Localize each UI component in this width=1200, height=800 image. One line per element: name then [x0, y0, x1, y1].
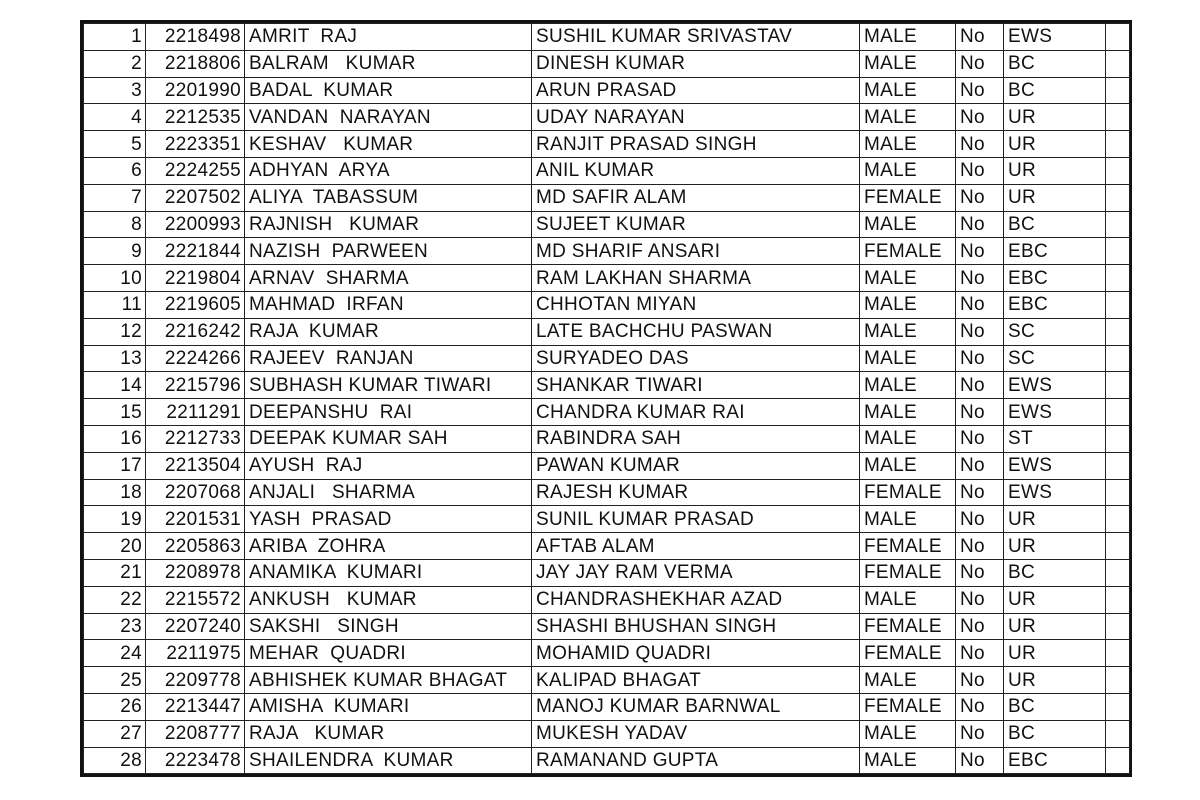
empty-cell: [1106, 265, 1130, 292]
father-name-cell: CHANDRA KUMAR RAI: [532, 399, 860, 426]
empty-cell: [1106, 131, 1130, 158]
category-cell: UR: [1004, 640, 1106, 667]
serial-number-cell: 3: [84, 77, 146, 104]
gender-cell: MALE: [860, 157, 956, 184]
empty-cell: [1106, 399, 1130, 426]
roll-number-cell: 2208978: [146, 559, 245, 586]
table-row: [84, 104, 1130, 131]
candidate-name-cell: ALIYA TABASSUM: [245, 184, 532, 211]
gender-cell: MALE: [860, 291, 956, 318]
empty-cell: [1106, 184, 1130, 211]
candidate-name-cell: RAJA KUMAR: [245, 720, 532, 747]
empty-cell: [1106, 479, 1130, 506]
category-cell: EWS: [1004, 399, 1106, 426]
roll-number-cell: 2219804: [146, 265, 245, 292]
table-row: [84, 372, 1130, 399]
father-name-cell: RABINDRA SAH: [532, 425, 860, 452]
category-cell: SC: [1004, 318, 1106, 345]
gender-cell: MALE: [860, 452, 956, 479]
roll-number-cell: 2215572: [146, 586, 245, 613]
table-row: [84, 24, 1130, 51]
table-row: [84, 157, 1130, 184]
pwd-cell: No: [956, 211, 1004, 238]
table-row: [84, 318, 1130, 345]
father-name-cell: MUKESH YADAV: [532, 720, 860, 747]
gender-cell: FEMALE: [860, 238, 956, 265]
empty-cell: [1106, 157, 1130, 184]
serial-number-cell: 15: [84, 399, 146, 426]
gender-cell: FEMALE: [860, 533, 956, 560]
pwd-cell: No: [956, 24, 1004, 51]
empty-cell: [1106, 693, 1130, 720]
serial-number-cell: 14: [84, 372, 146, 399]
roll-number-cell: 2205863: [146, 533, 245, 560]
category-cell: SC: [1004, 345, 1106, 372]
category-cell: UR: [1004, 613, 1106, 640]
roll-number-cell: 2216242: [146, 318, 245, 345]
gender-cell: MALE: [860, 77, 956, 104]
father-name-cell: AFTAB ALAM: [532, 533, 860, 560]
father-name-cell: SURYADEO DAS: [532, 345, 860, 372]
table-row: [84, 184, 1130, 211]
roll-number-cell: 2221844: [146, 238, 245, 265]
pwd-cell: No: [956, 131, 1004, 158]
roll-number-cell: 2223478: [146, 747, 245, 774]
roll-number-cell: 2201531: [146, 506, 245, 533]
pwd-cell: No: [956, 613, 1004, 640]
father-name-cell: SUSHIL KUMAR SRIVASTAV: [532, 24, 860, 51]
gender-cell: FEMALE: [860, 559, 956, 586]
candidate-name-cell: MEHAR QUADRI: [245, 640, 532, 667]
category-cell: EBC: [1004, 291, 1106, 318]
serial-number-cell: 1: [84, 24, 146, 51]
gender-cell: FEMALE: [860, 479, 956, 506]
roll-number-cell: 2212535: [146, 104, 245, 131]
pwd-cell: No: [956, 50, 1004, 77]
pwd-cell: No: [956, 720, 1004, 747]
gender-cell: MALE: [860, 425, 956, 452]
category-cell: UR: [1004, 157, 1106, 184]
roll-number-cell: 2224266: [146, 345, 245, 372]
pwd-cell: No: [956, 425, 1004, 452]
roll-number-cell: 2212733: [146, 425, 245, 452]
candidate-name-cell: ARNAV SHARMA: [245, 265, 532, 292]
roll-number-cell: 2207068: [146, 479, 245, 506]
candidate-name-cell: VANDAN NARAYAN: [245, 104, 532, 131]
gender-cell: MALE: [860, 211, 956, 238]
table-row: [84, 506, 1130, 533]
pwd-cell: No: [956, 533, 1004, 560]
table-row: [84, 265, 1130, 292]
father-name-cell: KALIPAD BHAGAT: [532, 667, 860, 694]
roll-number-cell: 2218806: [146, 50, 245, 77]
pwd-cell: No: [956, 586, 1004, 613]
candidate-name-cell: ADHYAN ARYA: [245, 157, 532, 184]
candidate-name-cell: AYUSH RAJ: [245, 452, 532, 479]
pwd-cell: No: [956, 318, 1004, 345]
pwd-cell: No: [956, 184, 1004, 211]
gender-cell: MALE: [860, 720, 956, 747]
candidate-name-cell: RAJEEV RANJAN: [245, 345, 532, 372]
roll-number-cell: 2211291: [146, 399, 245, 426]
father-name-cell: MANOJ KUMAR BARNWAL: [532, 693, 860, 720]
father-name-cell: ARUN PRASAD: [532, 77, 860, 104]
roll-number-cell: 2219605: [146, 291, 245, 318]
empty-cell: [1106, 720, 1130, 747]
table-row: [84, 131, 1130, 158]
father-name-cell: CHHOTAN MIYAN: [532, 291, 860, 318]
empty-cell: [1106, 77, 1130, 104]
gender-cell: MALE: [860, 667, 956, 694]
table-row: [84, 693, 1130, 720]
category-cell: BC: [1004, 720, 1106, 747]
empty-cell: [1106, 506, 1130, 533]
pwd-cell: No: [956, 345, 1004, 372]
category-cell: UR: [1004, 104, 1106, 131]
table-row: [84, 77, 1130, 104]
category-cell: UR: [1004, 586, 1106, 613]
serial-number-cell: 21: [84, 559, 146, 586]
category-cell: UR: [1004, 184, 1106, 211]
category-cell: BC: [1004, 211, 1106, 238]
gender-cell: MALE: [860, 318, 956, 345]
roll-number-cell: 2224255: [146, 157, 245, 184]
table-row: [84, 667, 1130, 694]
serial-number-cell: 9: [84, 238, 146, 265]
empty-cell: [1106, 452, 1130, 479]
father-name-cell: SUJEET KUMAR: [532, 211, 860, 238]
serial-number-cell: 27: [84, 720, 146, 747]
serial-number-cell: 20: [84, 533, 146, 560]
candidate-name-cell: SHAILENDRA KUMAR: [245, 747, 532, 774]
table-row: [84, 720, 1130, 747]
table-row: [84, 345, 1130, 372]
empty-cell: [1106, 24, 1130, 51]
gender-cell: MALE: [860, 747, 956, 774]
serial-number-cell: 22: [84, 586, 146, 613]
empty-cell: [1106, 533, 1130, 560]
roll-number-cell: 2215796: [146, 372, 245, 399]
candidate-name-cell: ANKUSH KUMAR: [245, 586, 532, 613]
father-name-cell: RAJESH KUMAR: [532, 479, 860, 506]
roll-number-cell: 2201990: [146, 77, 245, 104]
candidate-name-cell: ARIBA ZOHRA: [245, 533, 532, 560]
serial-number-cell: 10: [84, 265, 146, 292]
serial-number-cell: 25: [84, 667, 146, 694]
serial-number-cell: 19: [84, 506, 146, 533]
serial-number-cell: 26: [84, 693, 146, 720]
candidate-name-cell: AMISHA KUMARI: [245, 693, 532, 720]
pwd-cell: No: [956, 693, 1004, 720]
father-name-cell: RAM LAKHAN SHARMA: [532, 265, 860, 292]
candidate-name-cell: ANAMIKA KUMARI: [245, 559, 532, 586]
roll-number-cell: 2218498: [146, 24, 245, 51]
pwd-cell: No: [956, 506, 1004, 533]
candidate-name-cell: AMRIT RAJ: [245, 24, 532, 51]
table-row: [84, 479, 1130, 506]
father-name-cell: RAMANAND GUPTA: [532, 747, 860, 774]
empty-cell: [1106, 50, 1130, 77]
serial-number-cell: 11: [84, 291, 146, 318]
father-name-cell: SUNIL KUMAR PRASAD: [532, 506, 860, 533]
pwd-cell: No: [956, 157, 1004, 184]
table-row: [84, 640, 1130, 667]
serial-number-cell: 12: [84, 318, 146, 345]
pwd-cell: No: [956, 747, 1004, 774]
candidate-name-cell: YASH PRASAD: [245, 506, 532, 533]
category-cell: UR: [1004, 667, 1106, 694]
category-cell: EBC: [1004, 238, 1106, 265]
serial-number-cell: 5: [84, 131, 146, 158]
pwd-cell: No: [956, 238, 1004, 265]
category-cell: UR: [1004, 506, 1106, 533]
roll-number-cell: 2207240: [146, 613, 245, 640]
roll-number-cell: 2200993: [146, 211, 245, 238]
gender-cell: MALE: [860, 345, 956, 372]
category-cell: BC: [1004, 50, 1106, 77]
father-name-cell: SHANKAR TIWARI: [532, 372, 860, 399]
candidate-name-cell: DEEPANSHU RAI: [245, 399, 532, 426]
gender-cell: FEMALE: [860, 613, 956, 640]
serial-number-cell: 7: [84, 184, 146, 211]
empty-cell: [1106, 613, 1130, 640]
gender-cell: MALE: [860, 50, 956, 77]
table-row: [84, 747, 1130, 774]
category-cell: ST: [1004, 425, 1106, 452]
empty-cell: [1106, 586, 1130, 613]
candidate-name-cell: NAZISH PARWEEN: [245, 238, 532, 265]
serial-number-cell: 6: [84, 157, 146, 184]
empty-cell: [1106, 425, 1130, 452]
empty-cell: [1106, 318, 1130, 345]
pwd-cell: No: [956, 640, 1004, 667]
empty-cell: [1106, 104, 1130, 131]
candidate-name-cell: ANJALI SHARMA: [245, 479, 532, 506]
serial-number-cell: 4: [84, 104, 146, 131]
roll-number-cell: 2223351: [146, 131, 245, 158]
serial-number-cell: 28: [84, 747, 146, 774]
gender-cell: MALE: [860, 104, 956, 131]
roll-number-cell: 2211975: [146, 640, 245, 667]
serial-number-cell: 18: [84, 479, 146, 506]
gender-cell: FEMALE: [860, 184, 956, 211]
category-cell: UR: [1004, 131, 1106, 158]
empty-cell: [1106, 640, 1130, 667]
candidate-name-cell: RAJNISH KUMAR: [245, 211, 532, 238]
candidate-name-cell: SUBHASH KUMAR TIWARI: [245, 372, 532, 399]
pwd-cell: No: [956, 399, 1004, 426]
serial-number-cell: 16: [84, 425, 146, 452]
pwd-cell: No: [956, 667, 1004, 694]
candidate-name-cell: ABHISHEK KUMAR BHAGAT: [245, 667, 532, 694]
serial-number-cell: 24: [84, 640, 146, 667]
serial-number-cell: 23: [84, 613, 146, 640]
gender-cell: FEMALE: [860, 640, 956, 667]
category-cell: EWS: [1004, 372, 1106, 399]
gender-cell: MALE: [860, 265, 956, 292]
result-sheet: [80, 20, 1132, 777]
table-row: [84, 399, 1130, 426]
empty-cell: [1106, 747, 1130, 774]
pwd-cell: No: [956, 452, 1004, 479]
candidate-name-cell: BALRAM KUMAR: [245, 50, 532, 77]
father-name-cell: LATE BACHCHU PASWAN: [532, 318, 860, 345]
empty-cell: [1106, 372, 1130, 399]
table-row: [84, 211, 1130, 238]
pwd-cell: No: [956, 77, 1004, 104]
serial-number-cell: 13: [84, 345, 146, 372]
table-row: [84, 613, 1130, 640]
gender-cell: FEMALE: [860, 693, 956, 720]
category-cell: EWS: [1004, 24, 1106, 51]
gender-cell: MALE: [860, 372, 956, 399]
father-name-cell: MD SHARIF ANSARI: [532, 238, 860, 265]
father-name-cell: UDAY NARAYAN: [532, 104, 860, 131]
table-row: [84, 425, 1130, 452]
table-row: [84, 533, 1130, 560]
category-cell: EBC: [1004, 265, 1106, 292]
table-row: [84, 291, 1130, 318]
serial-number-cell: 17: [84, 452, 146, 479]
category-cell: EBC: [1004, 747, 1106, 774]
candidate-name-cell: DEEPAK KUMAR SAH: [245, 425, 532, 452]
serial-number-cell: 8: [84, 211, 146, 238]
pwd-cell: No: [956, 372, 1004, 399]
candidate-table: [83, 23, 1130, 774]
roll-number-cell: 2209778: [146, 667, 245, 694]
father-name-cell: SHASHI BHUSHAN SINGH: [532, 613, 860, 640]
gender-cell: MALE: [860, 399, 956, 426]
roll-number-cell: 2208777: [146, 720, 245, 747]
serial-number-cell: 2: [84, 50, 146, 77]
roll-number-cell: 2213504: [146, 452, 245, 479]
candidate-name-cell: RAJA KUMAR: [245, 318, 532, 345]
empty-cell: [1106, 667, 1130, 694]
empty-cell: [1106, 291, 1130, 318]
candidate-name-cell: SAKSHI SINGH: [245, 613, 532, 640]
category-cell: UR: [1004, 533, 1106, 560]
category-cell: EWS: [1004, 452, 1106, 479]
candidate-name-cell: BADAL KUMAR: [245, 77, 532, 104]
candidate-name-cell: MAHMAD IRFAN: [245, 291, 532, 318]
gender-cell: MALE: [860, 586, 956, 613]
candidate-name-cell: KESHAV KUMAR: [245, 131, 532, 158]
gender-cell: MALE: [860, 131, 956, 158]
empty-cell: [1106, 211, 1130, 238]
pwd-cell: No: [956, 291, 1004, 318]
pwd-cell: No: [956, 479, 1004, 506]
father-name-cell: JAY JAY RAM VERMA: [532, 559, 860, 586]
empty-cell: [1106, 345, 1130, 372]
candidate-rows: [84, 24, 1130, 774]
pwd-cell: No: [956, 265, 1004, 292]
gender-cell: MALE: [860, 24, 956, 51]
category-cell: BC: [1004, 693, 1106, 720]
category-cell: EWS: [1004, 479, 1106, 506]
father-name-cell: ANIL KUMAR: [532, 157, 860, 184]
father-name-cell: DINESH KUMAR: [532, 50, 860, 77]
table-row: [84, 586, 1130, 613]
category-cell: BC: [1004, 559, 1106, 586]
table-row: [84, 238, 1130, 265]
roll-number-cell: 2207502: [146, 184, 245, 211]
empty-cell: [1106, 559, 1130, 586]
table-row: [84, 452, 1130, 479]
gender-cell: MALE: [860, 506, 956, 533]
father-name-cell: PAWAN KUMAR: [532, 452, 860, 479]
father-name-cell: MOHAMID QUADRI: [532, 640, 860, 667]
father-name-cell: MD SAFIR ALAM: [532, 184, 860, 211]
father-name-cell: CHANDRASHEKHAR AZAD: [532, 586, 860, 613]
pwd-cell: No: [956, 104, 1004, 131]
father-name-cell: RANJIT PRASAD SINGH: [532, 131, 860, 158]
roll-number-cell: 2213447: [146, 693, 245, 720]
category-cell: BC: [1004, 77, 1106, 104]
pwd-cell: No: [956, 559, 1004, 586]
empty-cell: [1106, 238, 1130, 265]
table-row: [84, 50, 1130, 77]
table-row: [84, 559, 1130, 586]
